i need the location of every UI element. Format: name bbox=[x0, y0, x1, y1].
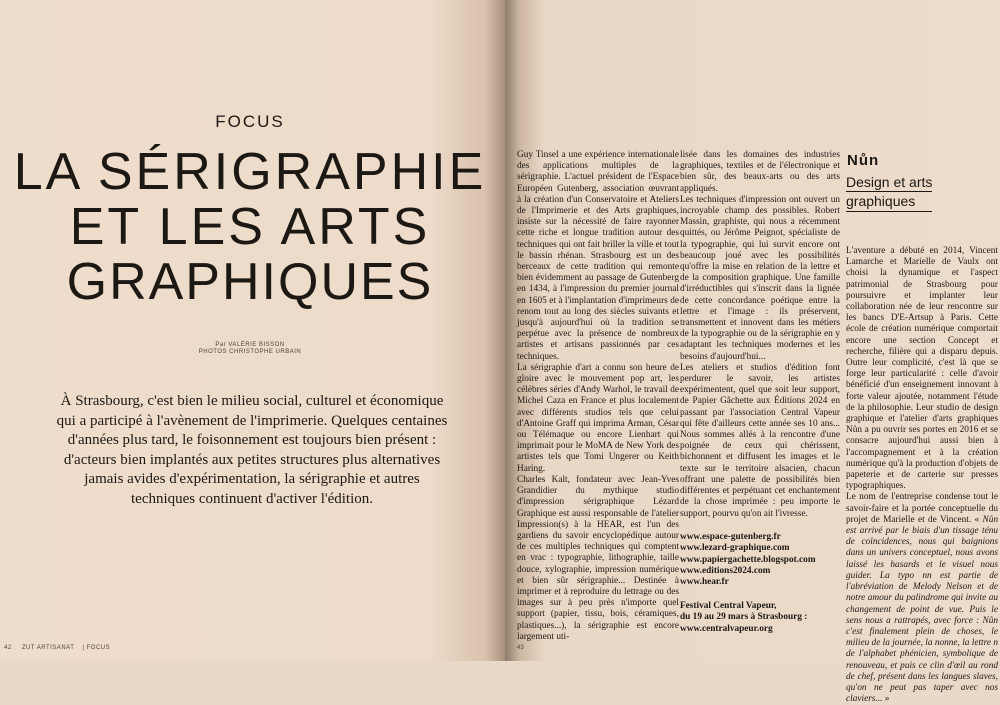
paragraph: lisée dans les domaines des industries graphiques, textiles et de l'électronique et bien sûr, des beaux-arts ou des arts appliqués. bbox=[680, 150, 840, 194]
paragraph: Charles Kalt, fondateur avec Jean-Yves Grandidier du mythique studio d'impression sérigraphique Lézard Graphique est aussi responsable de l'atelier Impression(s) à la HEAR, est l'un des gardiens du savoir encyclopédique autour de ces multiples techniques qui comptent en vrac : typographie, lithographie, taille douce, xylographie, impression numérique et bien sûr sérigraphie... Destinée à imprimer et à reproduire du lettrage ou des images sur à peu près n'importe quel support (papier, tissu, bois, céramiques, plastiques...), la sérigraphie est encore largement uti- bbox=[517, 474, 679, 642]
paragraph: Les ateliers et studios d'édition font perdurer le savoir, les artistes expérimentent, quel que soit leur support, de Papier Gâchette aux Éditions 2024 en passant par l'association Central Vapeur qui fête d'ailleurs cette année ses 10 ans... Nous sommes allés à la rencontre d'une poignée de ceux qui chérissent, bichonnent et diffusent les images et le texte sur le territoire alsacien, chacun offrant une palette de possibilités bien différentes et perpétuant cet enchantement de la chose imprimée : peu importe le support, pourvu qu'on ait l'ivresse. bbox=[680, 362, 840, 519]
page-number-left: 42 bbox=[4, 645, 12, 651]
body-column-2 bbox=[680, 150, 840, 635]
title-line-2: ET LES ARTS bbox=[69, 198, 431, 256]
section-label: FOCUS bbox=[215, 112, 285, 131]
photo-credit: PHOTOS CHRISTOPHE URBAIN bbox=[198, 349, 302, 355]
festival-name: Festival Central Vapeur, bbox=[680, 600, 777, 611]
footer-section: FOCUS bbox=[86, 645, 111, 651]
festival-info bbox=[680, 601, 840, 635]
title-line-1: LA SÉRIGRAPHIE bbox=[13, 143, 487, 201]
festival-dates: du 19 au 29 mars à Strasbourg : bbox=[680, 612, 808, 623]
sidebar-quote-close: » bbox=[882, 694, 890, 705]
sidebar-brand: Nůn bbox=[847, 152, 880, 169]
festival-link: www.centralvapeur.org bbox=[680, 623, 773, 634]
magazine-name: ZUT ARTISANAT bbox=[21, 645, 75, 651]
link-lezard-graphique: www.lezard-graphique.com bbox=[680, 543, 790, 554]
links-list bbox=[680, 532, 840, 589]
sidebar-subtitle-line-1: Design et arts bbox=[846, 174, 933, 190]
title-line-3: GRAPHIQUES bbox=[66, 253, 434, 311]
link-editions-2024: www.editions2024.com bbox=[680, 565, 771, 576]
body-column-1 bbox=[517, 150, 679, 643]
sidebar-quote: Nůn est arrivé par le biais d'un tissage ténu de coïncidences, nous qui baignions dans un univers conceptuel, nous avons laissé les hasards et le visuel nous guider. La typo nn est partie de l'abréviation de Melody Nelson et de notre amour du palindrome qui invite au changement de point de vue. Puis le sens nous a rattrapés, avec force : Nůn c'est finalement plein de choses, le milieu de la journée, la nonne, la lettre n de l'alphabet phénicien, symbolique de renouveau, et puis ce clin d'œil au rond de chef, présent dans les langues slaves, qu'on ne peut pas taper avec nos claviers... bbox=[846, 514, 998, 705]
paragraph: La sérigraphie d'art a connu son heure de gloire avec le mouvement pop art, les célèbres séries d'Andy Warhol, le travail de Michel Caza en France et plus localement avec différents studios tels que celui d'Antoine Graff qui imprima Arman, César ou Télémaque ou encore Lienhart qui imprimait pour le MoMA de New York des artistes tels que Tomi Ungerer ou Keith Haring. bbox=[517, 362, 679, 474]
sidebar-paragraph-2 bbox=[846, 492, 998, 705]
chapo: À Strasbourg, c'est bien le milieu social, culturel et économique qui a participé à l'avènement de l'imprimerie. Quelques centaines d'années plus tard, le foisonnement est toujours bien présent : d'acteurs bien implantés aux petites structures plus alternatives jamais avides d'expérimentation, la sérigraphie et autres techniques continuent d'activer l'édition. bbox=[56, 393, 448, 507]
sidebar-subtitle-line-2: graphiques bbox=[846, 193, 916, 209]
article-title bbox=[0, 145, 500, 310]
sidebar-paragraph: L'aventure a débuté en 2014, Vincent Lamarche et Marielle de Vaulx ont choisi la dynamique et l'aspect patrimonial de Strasbourg pour poursuivre et implanter leur collaboration née de leur rencontre sur les bancs D'E-Artsup à Paris. Cette école de création numérique comportait encore une section Concept et recherche, filière qui a disparu depuis. Outre leur complicité, c'est là que se forge leur particularité : celle d'avoir bénéficié d'un enseignement innovant à forte valeur ajoutée, notamment l'étude de la philosophie. Leur studio de design graphique et l'atelier d'arts graphiques Nůn a pu ouvrir ses portes en 2016 et se consacre aujourd'hui aussi bien à l'accompagnement et à la création numérique qu'à la production d'objets de papeterie et de carterie sur presses typographiques. bbox=[846, 246, 998, 492]
link-espace-gutenberg: www.espace-gutenberg.fr bbox=[680, 531, 781, 542]
byline: Par VALÉRIE BISSON bbox=[215, 342, 285, 348]
link-papier-gachette: www.papiergachette.blogspot.com bbox=[680, 554, 816, 565]
page-number-right: 43 bbox=[517, 645, 524, 651]
paragraph: Les techniques d'impression ont ouvert un incroyable champ des possibles. Robert Massin, graphiste, qui nous a récemment quittés, ou Jérôme Peignot, spécialiste de la typographie, qui lui survit encore ont beaucoup joué avec les possibilités qu'offre la mise en relation de la lettre et de la composition graphique. Une famille d'irréductibles qui s'inscrit dans la lignée de cette concordance poétique entre la lettre et l'image : ils préservent, transmettent et innovent dans les métiers de la typographie ou de la sérigraphie en y adaptant les techniques modernes et les besoins d'aujourd'hui... bbox=[680, 194, 840, 362]
left-page bbox=[0, 0, 505, 661]
sidebar-lead: Le nom de l'entreprise condense tout le savoir-faire et la portée conceptuelle du projet de Marielle et de Vincent. « bbox=[846, 492, 998, 525]
left-footer: 42 ZUT ARTISANAT | FOCUS bbox=[4, 645, 111, 651]
sidebar-column bbox=[846, 246, 998, 705]
link-hear: www.hear.fr bbox=[680, 577, 729, 588]
sidebar-subtitle bbox=[846, 173, 932, 212]
credits bbox=[0, 342, 500, 356]
right-page bbox=[505, 0, 1000, 705]
paragraph: Guy Tinsel a une expérience internationale des applications multiples de la sérigraphie. L'actuel président de l'Espace Européen Gutenberg, association œuvrant à la création d'un Conservatoire et Ateliers de l'Imprimerie et des Arts graphiques, insiste sur la nécessité de faire rayonner cette riche et longue tradition autour des techniques qui ont fait briller la ville et tout le bassin rhénan. Strasbourg est un des berceaux de cette tradition qui remonte bien évidemment au passage de Gutenberg en 1434, à l'impression du premier journal en 1605 et à l'implantation d'imprimeurs de renom tout au long des siècles suivants et jusqu'à aujourd'hui où la tradition se perpétue avec la présence de nombreux artistes et artisans passionnés par ces techniques. bbox=[517, 150, 679, 362]
